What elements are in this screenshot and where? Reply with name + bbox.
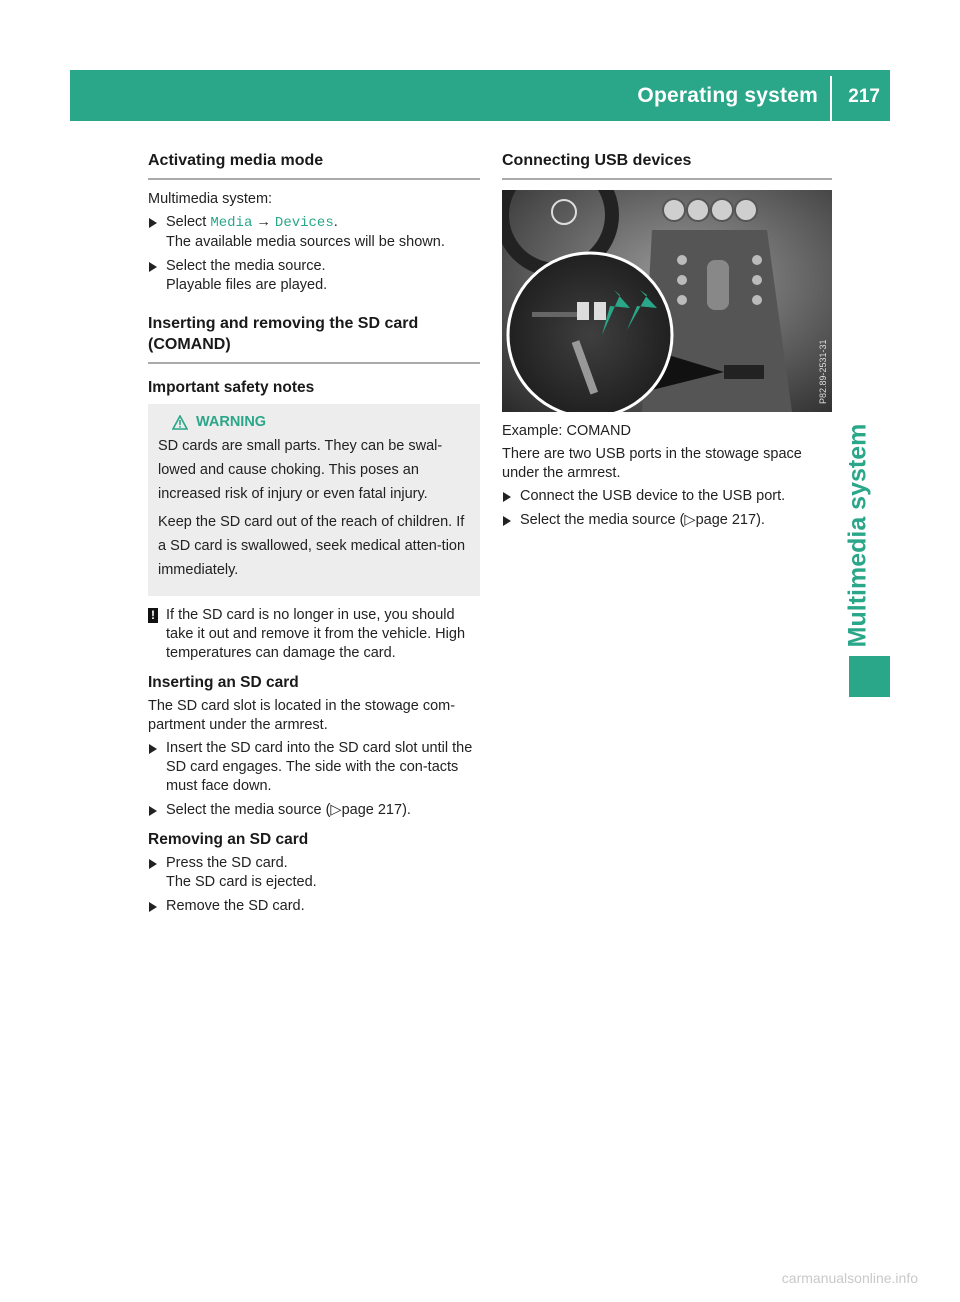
section-title-usb: Connecting USB devices [502, 150, 832, 180]
step-item: Insert the SD card into the SD card slot until the SD card engages. The side with the con-tacts must face down. [148, 739, 480, 796]
step-item: Select the media source (▷page 217). [148, 801, 480, 820]
header-title: Operating system [637, 84, 818, 107]
step-item: Connect the USB device to the USB port. [502, 487, 832, 506]
side-section-label [838, 420, 878, 650]
image-caption: Example: COMAND [502, 423, 631, 439]
side-label-text: Multimedia system [843, 423, 872, 647]
warning-text: Keep the SD card out of the reach of children. If a SD card is swallowed, seek medical atten-tion immediately. [158, 514, 466, 578]
subsection-title-insert: Inserting an SD card [148, 674, 299, 691]
step-result: The SD card is ejected. [166, 874, 317, 890]
section-title-sd-card: Inserting and removing the SD card (COMAND) [148, 313, 480, 364]
step-item: Press the SD card. The SD card is ejected. [148, 854, 480, 892]
warning-label: WARNING [196, 414, 267, 430]
page-ref-icon: ▷ [684, 512, 696, 528]
section-title-media-mode: Activating media mode [148, 150, 480, 180]
page-ref-icon: ▷ [330, 802, 342, 818]
intro-text: Multimedia system: [148, 191, 273, 207]
left-column [148, 150, 480, 921]
body-text: The SD card slot is located in the stowage com-partment under the armrest. [148, 698, 456, 733]
usb-ports-photo [502, 190, 832, 412]
right-column [502, 150, 832, 535]
note-item [148, 606, 480, 663]
page-number: 217 [848, 86, 880, 107]
side-tab [849, 656, 890, 697]
arrow-icon: → [256, 214, 271, 230]
step-item: Select Media → Devices. The available media sources will be shown. [148, 213, 480, 252]
page-ref-link[interactable]: page 217 [695, 512, 757, 528]
warning-box [148, 404, 480, 596]
image-code: P82.89-2531-31 [818, 339, 828, 404]
body-text: There are two USB ports in the stowage space under the armrest. [502, 446, 802, 481]
step-result: The available media sources will be shown. [166, 234, 445, 250]
step-item: Select the media source. Playable files are played. [148, 257, 480, 295]
warning-triangle-icon [172, 415, 188, 430]
step-item: Remove the SD card. [148, 897, 480, 916]
header-bar [70, 70, 890, 121]
menu-devices: Devices [274, 215, 334, 231]
exclamation-icon: ! [148, 608, 158, 623]
watermark: carmanualsonline.info [781, 1270, 918, 1286]
step-item: Select the media source (▷page 217). [502, 511, 832, 530]
menu-media: Media [210, 215, 253, 231]
step-result: Playable files are played. [166, 277, 328, 293]
header-separator [830, 76, 832, 122]
warning-text: SD cards are small parts. They can be swal-lowed and cause choking. This poses an increased risk of injury or even fatal injury. [158, 438, 443, 502]
note-text: If the SD card is no longer in use, you should take it out and remove it from the vehicle. High temperatures can damage the card. [166, 607, 466, 661]
subsection-title-remove: Removing an SD card [148, 831, 309, 848]
warning-header [158, 410, 470, 434]
subsection-title-safety: Important safety notes [148, 379, 315, 396]
page-ref-link[interactable]: page 217 [341, 802, 403, 818]
